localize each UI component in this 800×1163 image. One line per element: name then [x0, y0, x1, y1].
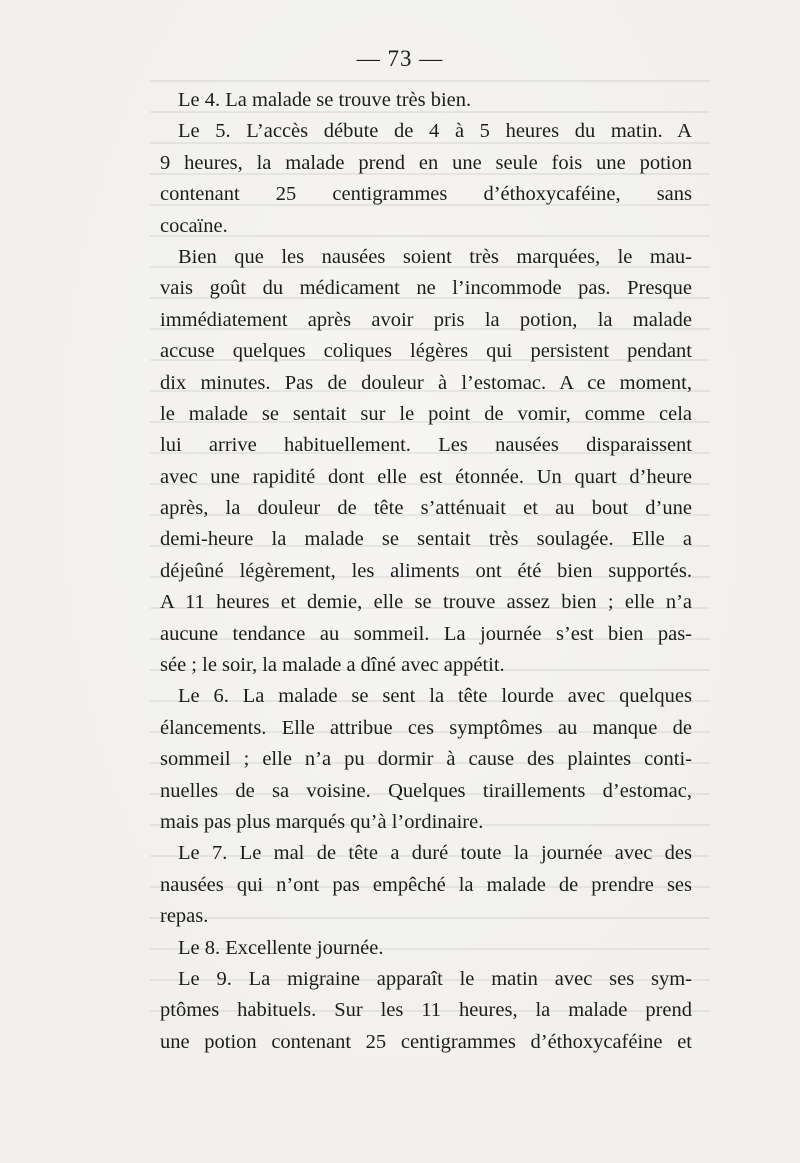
text-line: immédiatement après avoir pris la potion, la malade — [160, 308, 692, 331]
text-line: cocaïne. — [160, 214, 228, 237]
text-line: Le 7. Le mal de tête a duré toute la journée avec des — [178, 842, 692, 865]
text-line: A 11 heures et demie, elle se trouve assez bien ; elle n’a — [160, 591, 692, 614]
text-line: dix minutes. Pas de douleur à l’estomac. A ce moment, — [160, 371, 692, 394]
paragraph — [160, 681, 692, 838]
paragraph — [160, 85, 692, 116]
paragraph — [160, 116, 692, 242]
text-line: ptômes habituels. Sur les 11 heures, la malade prend — [160, 999, 692, 1022]
text-line: repas. — [160, 905, 209, 928]
text-line: Le 4. La malade se trouve très bien. — [178, 89, 472, 111]
paragraph — [160, 838, 692, 932]
text-line: mais pas plus marqués qu’à l’ordinaire. — [160, 810, 484, 833]
text-line: vais goût du médicament ne l’incommode pas. Presque — [160, 277, 692, 300]
text-line: Le 6. La malade se sent la tête lourde avec quelques — [178, 685, 692, 708]
text-line: nuelles de sa voisine. Quelques tiraillements d’estomac, — [160, 779, 692, 802]
text-line: Bien que les nausées soient très marquées, le mau- — [178, 245, 692, 268]
paragraph — [160, 242, 692, 681]
text-line: le malade se sentait sur le point de vomir, comme cela — [160, 402, 692, 425]
text-line: lui arrive habituellement. Les nausées disparaissent — [160, 434, 692, 457]
text-line: une potion contenant 25 centigrammes d’éthoxycaféine et — [160, 1030, 692, 1053]
page-number: — 73 — — [356, 46, 444, 71]
text-line: contenant 25 centigrammes d’éthoxycaféine, sans — [160, 183, 692, 206]
text-line: élancements. Elle attribue ces symptômes au manque de — [160, 716, 692, 739]
paragraph — [160, 933, 692, 964]
text-line: accuse quelques coliques légères qui persistent pendant — [160, 340, 692, 363]
text-line: après, la douleur de tête s’atténuait et au bout d’une — [160, 497, 692, 520]
text-line: Le 9. La migraine apparaît le matin avec ses sym- — [178, 967, 692, 990]
text-line: Le 5. L’accès débute de 4 à 5 heures du matin. A — [178, 120, 692, 143]
body-text — [160, 85, 692, 1058]
text-line: nausées qui n’ont pas empêché la malade de prendre ses — [160, 873, 692, 896]
text-line: demi-heure la malade se sentait très soulagée. Elle a — [160, 528, 692, 551]
text-line: Le 8. Excellente journée. — [178, 936, 384, 959]
text-line: avec une rapidité dont elle est étonnée. Un quart d’heure — [160, 465, 692, 488]
text-line: sommeil ; elle n’a pu dormir à cause des plaintes conti- — [160, 748, 692, 771]
text-line: aucune tendance au sommeil. La journée s’est bien pas- — [160, 622, 692, 645]
text-line: 9 heures, la malade prend en une seule fois une potion — [160, 151, 692, 174]
text-line: déjeûné légèrement, les aliments ont été bien supportés. — [160, 559, 692, 582]
paragraph — [160, 964, 692, 1058]
text-line: sée ; le soir, la malade a dîné avec appétit. — [160, 654, 505, 677]
